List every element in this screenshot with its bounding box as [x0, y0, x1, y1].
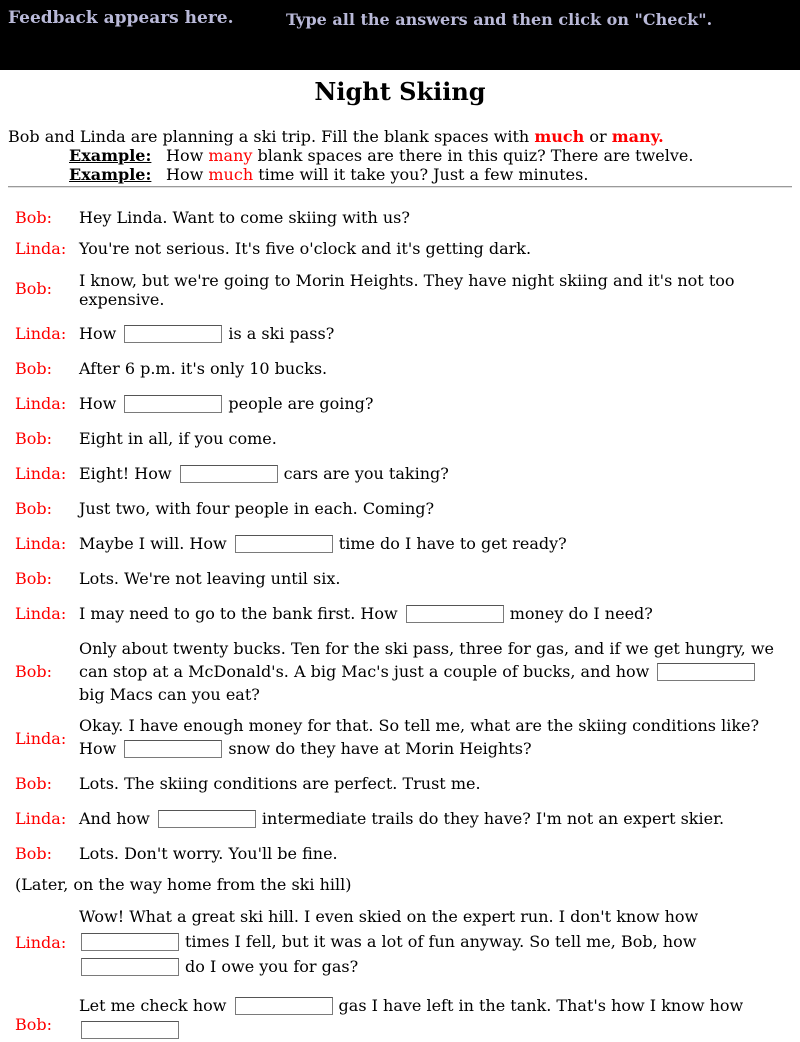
- scene-note: (Later, on the way home from the ski hill): [15, 875, 352, 894]
- line-text: Eight! How: [79, 464, 172, 483]
- speaker-bob: Bob:: [15, 429, 53, 448]
- intro-or: or: [584, 127, 612, 146]
- dialogue-line: Hey Linda. Want to come skiing with us?: [79, 208, 410, 227]
- line-text: Only about twenty bucks. Ten for the ski pass, three for gas, and if we get hungry, we can stop at a McDonald's. A big Mac's just a couple of bucks, and how: [79, 639, 774, 681]
- intro-word-much: much: [534, 127, 585, 146]
- example-text: How: [166, 165, 209, 184]
- dialogue-line: I know, but we're going to Morin Heights. They have night skiing and it's not too expensive.: [79, 271, 735, 309]
- example-2: [69, 165, 588, 184]
- speaker-bob: Bob:: [15, 662, 53, 681]
- example-text: How: [166, 146, 209, 165]
- intro-sentence: Bob and Linda are planning a ski trip. Fill the blank spaces with: [8, 127, 535, 146]
- dialogue-line: Eight in all, if you come.: [79, 429, 277, 448]
- example-text: blank spaces are there in this quiz? There are twelve.: [252, 146, 694, 165]
- line-text: I may need to go to the bank first. How: [79, 604, 398, 623]
- dialogue-line: Lots. Don't worry. You'll be fine.: [79, 844, 338, 863]
- speaker-bob: Bob:: [15, 569, 53, 588]
- speaker-linda: Linda:: [15, 809, 67, 828]
- dialogue-line: Lots. The skiing conditions are perfect. Trust me.: [79, 774, 481, 793]
- dialogue-line: [79, 322, 779, 345]
- dialogue-line: [79, 462, 779, 485]
- speaker-bob: Bob:: [15, 279, 53, 298]
- line-row: [79, 929, 779, 954]
- example-text: time will it take you? Just a few minutes.: [253, 165, 589, 184]
- line-text: How: [79, 324, 117, 343]
- speaker-linda: Linda:: [15, 324, 67, 343]
- answer-input-9[interactable]: [81, 933, 179, 951]
- speaker-linda: Linda:: [15, 729, 67, 748]
- page-title: Night Skiing: [314, 77, 486, 106]
- example-label: Example:: [69, 165, 152, 184]
- example-1: [69, 146, 693, 165]
- feedback-bar: [0, 0, 800, 70]
- answer-input-5[interactable]: [406, 605, 504, 623]
- dialogue-line: [79, 994, 779, 1042]
- line-row: [79, 994, 779, 1018]
- dialogue-line: [79, 392, 779, 415]
- answer-input-3[interactable]: [180, 465, 278, 483]
- intro-text: [8, 127, 664, 146]
- line-text: gas I have left in the tank. That's how I know how: [338, 996, 744, 1015]
- line-text: cars are you taking?: [283, 464, 449, 483]
- dialogue-line: [79, 532, 779, 555]
- answer-input-1[interactable]: [124, 325, 222, 343]
- speaker-bob: Bob:: [15, 208, 53, 227]
- line-text: snow do they have at Morin Heights?: [228, 739, 532, 758]
- dialogue-line: You're not serious. It's five o'clock and it's getting dark.: [79, 239, 532, 258]
- line-text: Let me check how: [79, 996, 227, 1015]
- instructions-text: Type all the answers and then click on "Check".: [286, 10, 713, 29]
- dialogue-line: [79, 637, 784, 706]
- example-label: Example:: [69, 146, 152, 165]
- speaker-bob: Bob:: [15, 359, 53, 378]
- speaker-bob: Bob:: [15, 499, 53, 518]
- answer-input-7[interactable]: [124, 740, 222, 758]
- dialogue-line: [79, 602, 779, 625]
- dialogue-line: Just two, with four people in each. Coming?: [79, 499, 435, 518]
- line-text: do I owe you for gas?: [185, 957, 359, 976]
- line-text: money do I need?: [509, 604, 653, 623]
- line-row: [79, 954, 779, 979]
- line-text: Maybe I will. How: [79, 534, 227, 553]
- line-text: is a ski pass?: [228, 324, 335, 343]
- answer-input-8[interactable]: [158, 810, 256, 828]
- speaker-linda: Linda:: [15, 464, 67, 483]
- speaker-bob: Bob:: [15, 774, 53, 793]
- speaker-linda: Linda:: [15, 604, 67, 623]
- line-text: How: [79, 394, 117, 413]
- speaker-bob: Bob:: [15, 1015, 53, 1034]
- divider: [8, 186, 792, 188]
- line-text: intermediate trails do they have? I'm not an expert skier.: [261, 809, 725, 828]
- line-text: people are going?: [228, 394, 374, 413]
- example-answer: much: [208, 165, 254, 184]
- speaker-linda: Linda:: [15, 394, 67, 413]
- dialogue-line: [79, 714, 784, 760]
- line-text: Wow! What a great ski hill. I even skied on the expert run. I don't know how: [79, 907, 699, 926]
- speaker-linda: Linda:: [15, 239, 67, 258]
- line-text: times I fell, but it was a lot of fun anyway. So tell me, Bob, how: [185, 932, 697, 951]
- line-text: And how: [79, 809, 150, 828]
- line-text: time do I have to get ready?: [338, 534, 567, 553]
- dialogue-line: After 6 p.m. it's only 10 bucks.: [79, 359, 328, 378]
- answer-input-2[interactable]: [124, 395, 222, 413]
- line-text: Okay. I have enough money for that. So tell me, what are the skiing conditions like? How: [79, 716, 760, 758]
- line-text: big Macs can you eat?: [79, 685, 260, 704]
- speaker-linda: Linda:: [15, 534, 67, 553]
- answer-input-6[interactable]: [657, 663, 755, 681]
- feedback-text: Feedback appears here.: [8, 8, 234, 28]
- dialogue-line: Lots. We're not leaving until six.: [79, 569, 341, 588]
- answer-input-11[interactable]: [235, 997, 333, 1015]
- dialogue-line: [79, 904, 779, 979]
- example-answer: many: [208, 146, 253, 165]
- intro-word-many: many.: [611, 127, 664, 146]
- speaker-bob: Bob:: [15, 844, 53, 863]
- dialogue-line: [79, 807, 779, 830]
- speaker-linda: Linda:: [15, 933, 67, 952]
- answer-input-4[interactable]: [235, 535, 333, 553]
- answer-input-10[interactable]: [81, 958, 179, 976]
- line-row: [79, 1018, 779, 1042]
